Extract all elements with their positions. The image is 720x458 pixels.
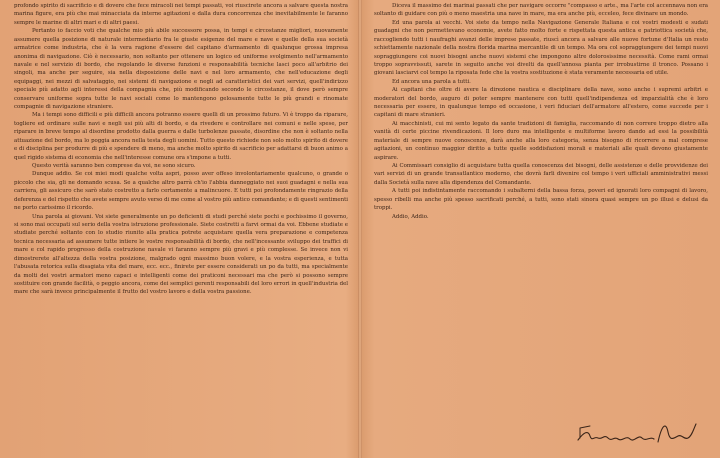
closing-farewell: Addio, Addio. (392, 213, 429, 220)
handwritten-signature (574, 414, 700, 454)
right-paragraph-4: Ai capitani che oltre di avere la direzione nautica e disciplinare della nave, sono anche i supremi arbitri e moderatori del bordo, auguro di poter sempre mantenere con tutti quell'indipendenza ed imparzialità che è loro necessaria per essere, in qualunque tempo ed occasione, i veri fiduciari dell'armatore all'estero, come succede per i capitani di mare stranieri. (374, 87, 708, 119)
left-paragraph-3: Ma i tempi sono difficili e più difficili ancora potranno essere quelli di un prossimo futuro. Vi è troppo da riparare, togliere ed ordinare sulle navi e negli usi più alti di bordo, e da rivedere e controllare nei comuni e nelle spese, per riparare in breve tempo al disordine prodotto dalla guerra e dalle turbolenze passate, disordine che non è soltanto nella attuazione del bordo, ma lo poggia ancora nella testa degli uomini. Tutto questo richiede non solo molto spirito di dovere e di disciplina per produrre di più e spendere di meno, ma anche molto spirito di sacrificio per adattarsi di buon animo a quel rigido sistema di economia che nell'interesse comune ora s'impone a tutti. (14, 112, 348, 161)
left-paragraph-2: Pertanto io faccio voti che qualche mio più abile successore possa, in tempi e circostanze migliori, nuovamente assumere quella posizione di naturale intermediario fra le giuste esigenze del mare e nave e quelle della sua società armatrice come industria, che è la vera ragione d'essere del capitano d'armamento di qualunque grossa impresa anonima di navigazione. Ciò è necessario, non soltanto per ottenere un logico ed uniforme svolgimento nell'armamento navale e nel servizio di bordo, che regolando le diverse funzioni e responsabilità tecniche lasci poco all'arbitrio dei singoli, ma anche per seguire, sia nella disposizione delle navi e nel loro armamento, che nell'educazione degli equipaggi, nei mezzi di salvataggio, nei sistemi di navigazione e negli ad caratteristici dei vari servizi, quell'indirizzo speciale più adatto agli interessi della compagnia che, più modificando secondo le circostanze, il dove però sempre conservare uniforme sopra tutte le navi sociali come lo mantengono gelosamente tutte le più grandi e rinomate compagnie di navigazione straniere. (14, 28, 348, 111)
right-paragraph-7: A tutti poi indistintamente raccomando i subalterni della bassa forza, poveri ed ignorati loro compagni di lavoro, spesso ribelli ma anche più spesso sacrificati perché, a tutti, sono stati sinora quasi sempre un po illusi e delusi da troppi. (374, 188, 708, 212)
left-paragraph-1: profondo spirito di sacrificio e di dovere che fece miracoli nei tempi passati, voi riuscirete ancora a salvare questa nostra marina figure, era più che mai minacciata da interne agitazioni e dalla dura concorrenza che inevitabilmente le faranno sempre le marine di altri mari e di altri paesi. (14, 3, 348, 26)
left-paragraph-6: Una parola ai giovani. Voi siete generalmente un po deficienti di studi perché siete pochi e pochissimo il governo, si sono mai occupati sul serio della vostra istruzione professionale. Siete costretti a farvi ormai da voi. Ebbene studiate e studiate perché soltanto con lo studio riunito alla pratica potrete acquistare quella vera preparazione e competenza tecnica necessaria ad assumere tutte intiere le vostre responsabilità di bordo, che nell'incessante sviluppo dei traffici di mare e col rapido progresso della costruzione navale vi faranno sempre più gravi e più complesse. Se invece non vi dimostrerete all'altezza della vostra posizione, malgrado ogni massimo buon volere, e la vostra esperienza, e tutta l'abusata retorica sulla disagiata vita del mare, ecc. ecc., finirete per essere considerati un po da tutti, ma specialmente da molti dei vostri armatori meno capaci e intelligenti come dei praticoni necessari ma che però si possono sempre sostituire con grande facilità, o peggio ancora, come dei semplici gerenti responsabili del loro errori in quell'industria del mare che sarà invece principalmente il frutto del vostro lavoro e della vostra passione. (14, 213, 348, 296)
right-paragraph-6: Ai Commissari consiglio di acquistare tutta quella conoscenza dei bisogni, delle assistenze e delle provvidenze dei vari servizi di un grande transatlantico moderno, che dovrà farli divenire col tempo i veri ufficiali amministrativi messi dalla Società sulla nave alla dipendenza del Comandante. (374, 163, 708, 186)
right-paragraph-1: Diceva il massimo dei marinai passati che per navigare occorre "compasso e arte., ma l'arte col accennava non era soltanto di guidare con più o meno maestria una nave in mare, ma era anche più, ecceleo, fece divinare un mondo. (374, 3, 708, 18)
right-paragraph-2: Ed una parola ai vecchi. Voi siete da tempo nella Navigazione Generale Italiana e coi vostri modesti e sudati guadagni che non permettevano economie, avete fatto molto forte e rispettata questa antica e patriottica società che, raccogliendo tutti i naufraghi avanzi delle imprese passate, riuscì ancora a salvare alle nuove fortune d'Italia un resto schiettamente nazionale della nostra florida marina mercantile di un tempo. Ma ora col sopraggiungere dei tempi nuovi sopraggiungere coi nuovi bisogni anche nuovi sistemi che impongono altre dolorosissime necessità. Come rami ormai troppo sopravvissuti, sarete in seguito anche voi divelti da quell'annosa pianta per irrobustirne il tronco. Possano i giovani lasciarvi col tempo la riposata fede che la vostra sostituzione è stata veramente necessaria ed utile. (374, 19, 708, 77)
right-paragraph-5: Ai macchinisti, cui mi sento legato da sante tradizioni di famiglia, raccomando di non correre troppo dietro alla vanità di certe piccine rivendicazioni. Il loro duro ma intelligente e multiforme lavoro dando ad essi la possibilità materiale di sempre nuove conoscenze, darà anche alla loro categoria, senza bisogno di ricorrere a mal comprese agitazioni, un continuo maggior diritto a tutte quelle soddisfazioni morali e materiali alle quali devono giustamente aspirare. (374, 120, 708, 161)
left-paragraph-4: Questo verità saranno ben comprese da voi, ne sono sicuro. (32, 163, 196, 170)
left-column (14, 2, 348, 297)
center-fold (358, 0, 362, 458)
right-column (374, 2, 708, 221)
right-paragraph-3: Ed ancora una parola a tutti. (392, 78, 471, 85)
left-paragraph-5: Dunque addio. Se coi miei modi qualche volta aspri, posso aver offeso involontariamente qualcuno, o grande o piccolo che sia, gli ne domando scusa. Se a qualche altro parrà ch'io l'abbia danneggiato nei suoi guadagni e nella sua carriera, gli assicuro che sarò stato costretto a farlo certamente a malincuore. E tutti poi profondamente ringrazio della deferenza e del rispetto che avete sempre avuto verso di me come al vostro più antico comandante; e di questi sentimenti ne porto carissimo il ricordo. (14, 171, 348, 212)
